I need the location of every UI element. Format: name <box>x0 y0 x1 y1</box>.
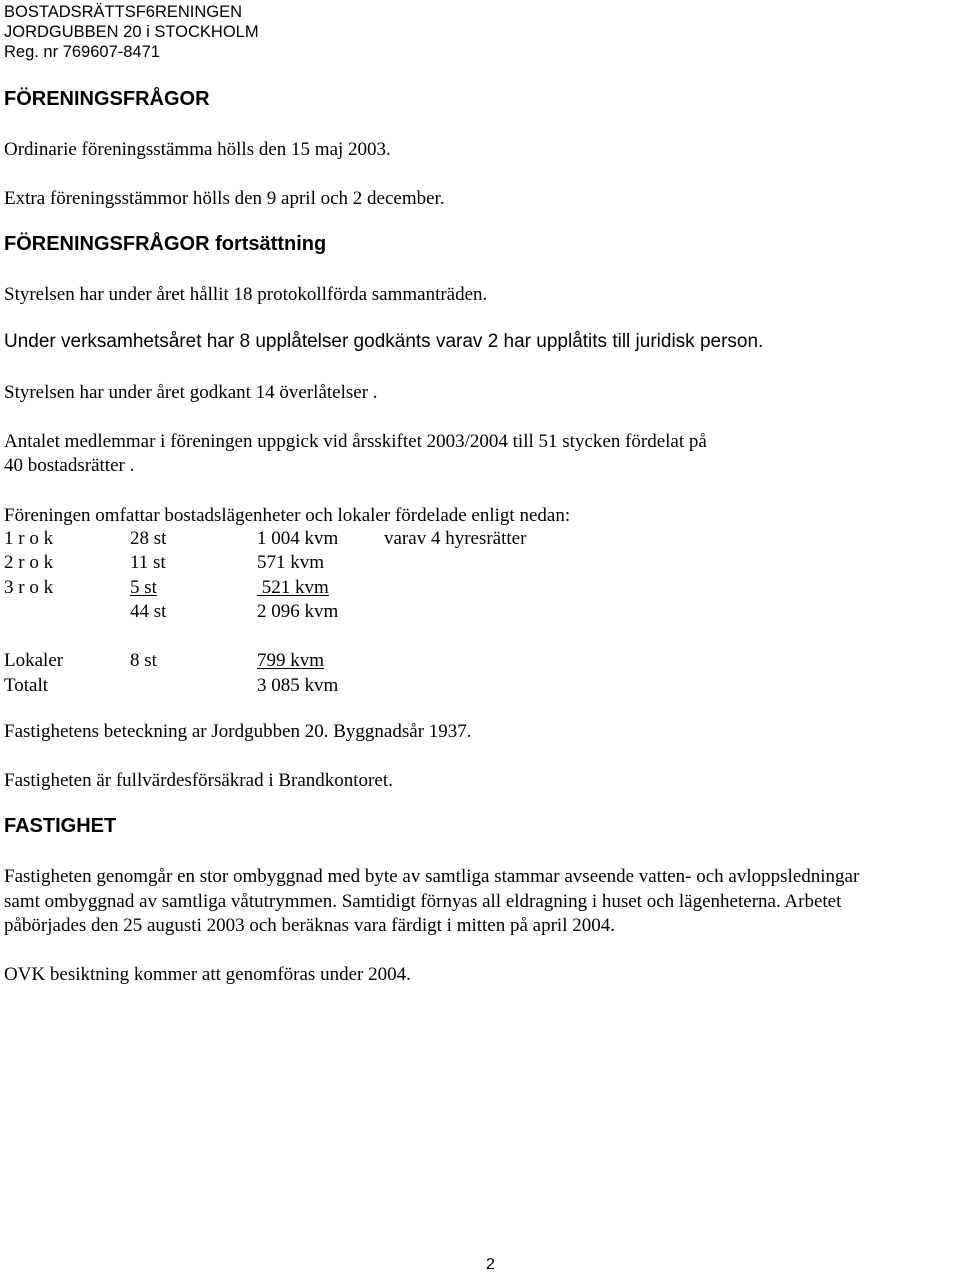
paragraph-insurance: Fastigheten är fullvärdesförsäkrad i Brandkontoret. <box>4 770 393 791</box>
paragraph-renovation-line1: Fastigheten genomgår en stor ombyggnad med byte av samtliga stammar avseende vatten- och avloppsledningar <box>4 866 860 887</box>
paragraph-renovation-line3: påbörjades den 25 augusti 2003 och beräknas vara färdigt i mitten på april 2004. <box>4 915 615 936</box>
cell-type: Lokaler <box>4 650 64 671</box>
heading-foreningsfragor: FÖRENINGSFRÅGOR <box>4 88 210 110</box>
paragraph-extra-meetings: Extra föreningsstämmor hölls den 9 april och 2 december. <box>4 188 445 209</box>
cell-area: 571 kvm <box>257 552 325 573</box>
paragraph-ordinary-meeting: Ordinarie föreningsstämma hölls den 15 maj 2003. <box>4 139 391 160</box>
heading-foreningsfragor-continued: FÖRENINGSFRÅGOR fortsättning <box>4 233 327 255</box>
cell-note: varav 4 hyresrätter <box>384 528 527 549</box>
cell-count: 8 st <box>130 650 157 671</box>
cell-area: 1 004 kvm <box>257 528 339 549</box>
cell-type: 3 r o k <box>4 577 54 598</box>
paragraph-members-line1: Antalet medlemmar i föreningen uppgick vid årsskiftet 2003/2004 till 51 stycken fördelat på <box>4 431 707 452</box>
cell-area: 3 085 kvm <box>257 675 339 696</box>
cell-type: 1 r o k <box>4 528 54 549</box>
header-association-name: BOSTADSRÄTTSF6RENINGEN <box>4 3 243 21</box>
table-intro: Föreningen omfattar bostadslägenheter och lokaler fördelade enligt nedan: <box>4 505 571 526</box>
paragraph-transfers: Styrelsen har under året godkant 14 överlåtelser . <box>4 382 378 403</box>
cell-type: Totalt <box>4 675 49 696</box>
header-registration-number: Reg. nr 769607-8471 <box>4 43 160 61</box>
cell-count: 28 st <box>130 528 167 549</box>
cell-count: 11 st <box>130 552 166 573</box>
heading-fastighet: FASTIGHET <box>4 815 117 837</box>
cell-area: 799 kvm <box>257 650 325 671</box>
header-property-name: JORDGUBBEN 20 i STOCKHOLM <box>4 23 259 41</box>
cell-count: 5 st <box>130 577 157 598</box>
paragraph-renovation-line2: samt ombyggnad av samtliga våtutrymmen. Samtidigt förnyas all eldragning i huset och lägenheterna. Arbetet <box>4 891 842 912</box>
paragraph-allocations: Under verksamhetsåret har 8 upplåtelser godkänts varav 2 har upplåtits till juridisk person. <box>4 331 764 352</box>
paragraph-ovk-inspection: OVK besiktning kommer att genomföras under 2004. <box>4 964 411 985</box>
paragraph-members-line2: 40 bostadsrätter . <box>4 455 135 476</box>
cell-type: 2 r o k <box>4 552 54 573</box>
paragraph-board-meetings: Styrelsen har under året hållit 18 protokollförda sammanträden. <box>4 284 488 305</box>
cell-area: 521 kvm <box>257 577 329 598</box>
page-number: 2 <box>486 1256 495 1273</box>
paragraph-property-designation: Fastighetens beteckning ar Jordgubben 20. Byggnadsår 1937. <box>4 721 472 742</box>
cell-area: 2 096 kvm <box>257 601 339 622</box>
cell-count: 44 st <box>130 601 167 622</box>
